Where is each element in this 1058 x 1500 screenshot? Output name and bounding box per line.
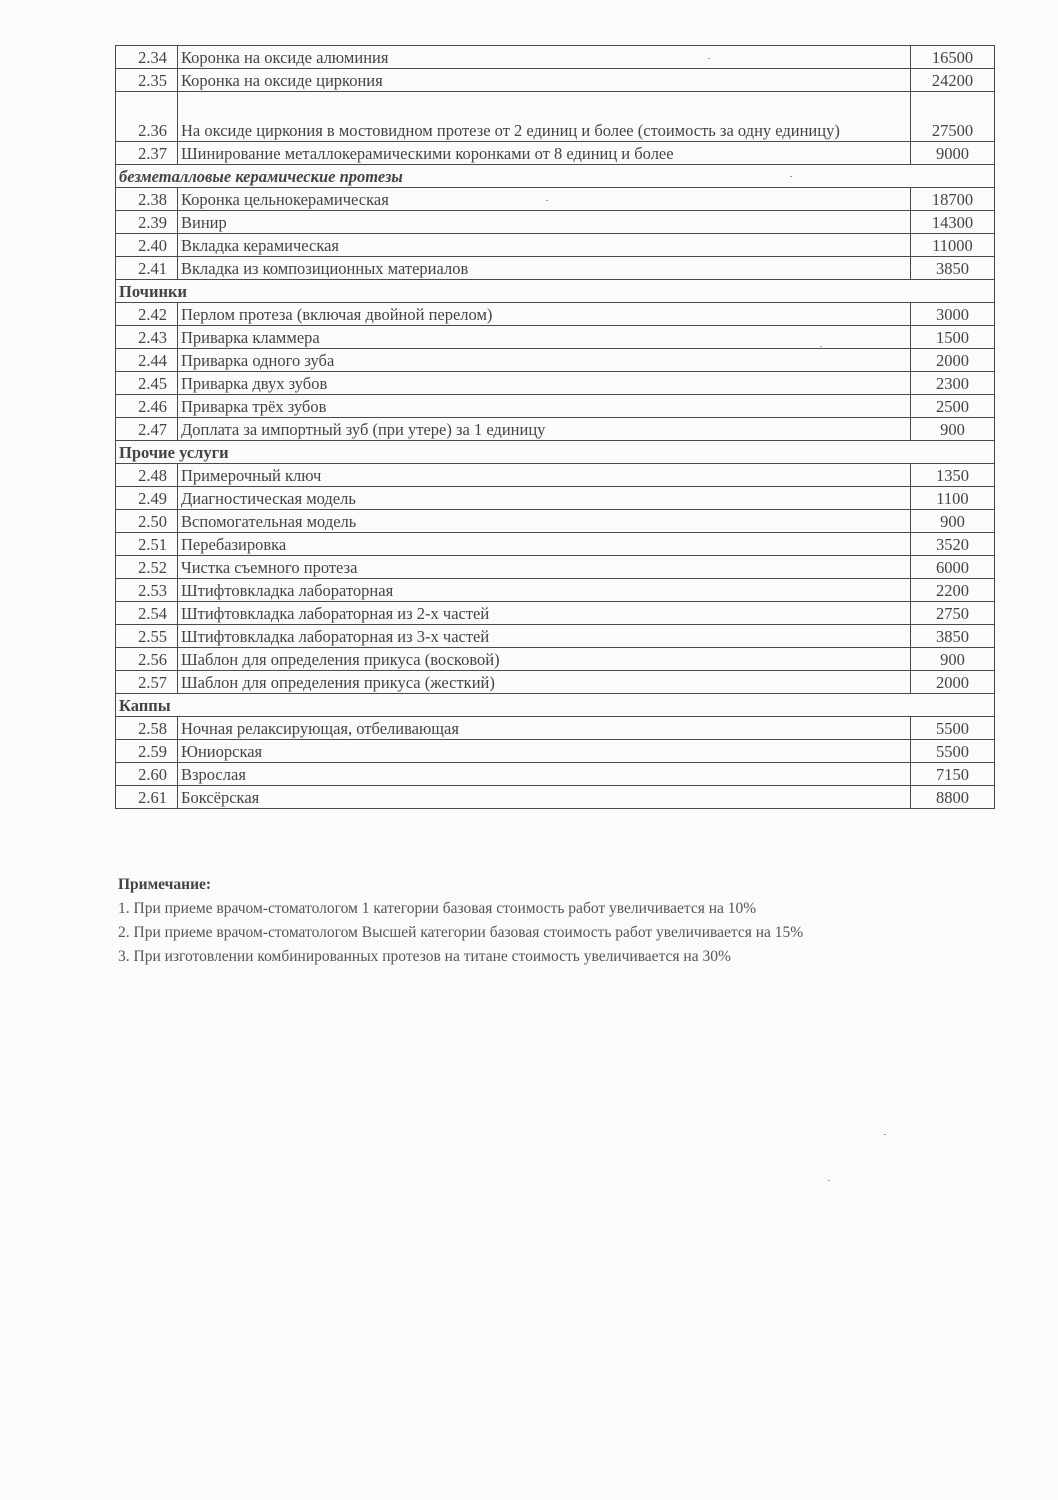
row-number: 2.46 — [116, 395, 178, 418]
row-number: 2.51 — [116, 533, 178, 556]
service-price: 1350 — [911, 464, 995, 487]
table-row — [116, 92, 995, 142]
section-header-row — [116, 694, 995, 717]
section-header-row — [116, 280, 995, 303]
service-name: Винир — [178, 211, 911, 234]
service-name: Шаблон для определения прикуса (жесткий) — [178, 671, 911, 694]
table-row — [116, 556, 995, 579]
service-price: 3000 — [911, 303, 995, 326]
service-name: Взрослая — [178, 763, 911, 786]
scan-speck — [790, 176, 792, 177]
scan-speck — [820, 346, 822, 347]
service-price: 2000 — [911, 671, 995, 694]
service-price: 2300 — [911, 372, 995, 395]
notes-title: Примечание: — [118, 876, 212, 893]
service-name: Приварка кламмера — [178, 326, 911, 349]
service-name: Чистка съемного протеза — [178, 556, 911, 579]
service-price: 24200 — [911, 69, 995, 92]
row-number: 2.38 — [116, 188, 178, 211]
row-number: 2.37 — [116, 142, 178, 165]
price-table-body — [116, 46, 995, 809]
section-title: Каппы — [116, 694, 995, 717]
row-number: 2.36 — [116, 92, 178, 142]
table-row — [116, 763, 995, 786]
table-row — [116, 46, 995, 69]
section-title: безметалловые керамические протезы — [116, 165, 995, 188]
service-price: 5500 — [911, 717, 995, 740]
service-name: Перлом протеза (включая двойной перелом) — [178, 303, 911, 326]
service-price: 9000 — [911, 142, 995, 165]
section-header-row — [116, 165, 995, 188]
service-price: 27500 — [911, 92, 995, 142]
table-row — [116, 648, 995, 671]
service-name: Вкладка из композиционных материалов — [178, 257, 911, 280]
service-price: 1500 — [911, 326, 995, 349]
row-number: 2.44 — [116, 349, 178, 372]
row-number: 2.35 — [116, 69, 178, 92]
section-title: Починки — [116, 280, 995, 303]
table-row — [116, 372, 995, 395]
row-number: 2.40 — [116, 234, 178, 257]
row-number: 2.56 — [116, 648, 178, 671]
service-price: 11000 — [911, 234, 995, 257]
row-number: 2.41 — [116, 257, 178, 280]
service-name: Шинирование металлокерамическими коронками от 8 единиц и более — [178, 142, 911, 165]
table-row — [116, 717, 995, 740]
service-price: 2200 — [911, 579, 995, 602]
service-price: 5500 — [911, 740, 995, 763]
table-row — [116, 464, 995, 487]
table-row — [116, 211, 995, 234]
row-number: 2.57 — [116, 671, 178, 694]
service-name: Юниорская — [178, 740, 911, 763]
table-row — [116, 418, 995, 441]
service-name: Приварка одного зуба — [178, 349, 911, 372]
row-number: 2.52 — [116, 556, 178, 579]
service-name: Коронка на оксиде циркония — [178, 69, 911, 92]
service-price: 900 — [911, 418, 995, 441]
table-row — [116, 579, 995, 602]
row-number: 2.48 — [116, 464, 178, 487]
service-name: Вкладка керамическая — [178, 234, 911, 257]
row-number: 2.54 — [116, 602, 178, 625]
service-price: 18700 — [911, 188, 995, 211]
table-row — [116, 602, 995, 625]
row-number: 2.60 — [116, 763, 178, 786]
scan-speck — [546, 200, 548, 201]
service-price: 2750 — [911, 602, 995, 625]
service-name: Вспомогательная модель — [178, 510, 911, 533]
row-number: 2.34 — [116, 46, 178, 69]
row-number: 2.61 — [116, 786, 178, 809]
table-row — [116, 625, 995, 648]
service-price: 900 — [911, 510, 995, 533]
service-name: Боксёрская — [178, 786, 911, 809]
service-name: Коронка цельнокерамическая — [178, 188, 911, 211]
service-name: Штифтовкладка лабораторная из 3-х частей — [178, 625, 911, 648]
service-name: Доплата за импортный зуб (при утере) за 1 единицу — [178, 418, 911, 441]
table-row — [116, 142, 995, 165]
table-row — [116, 740, 995, 763]
table-row — [116, 326, 995, 349]
table-row — [116, 487, 995, 510]
table-row — [116, 257, 995, 280]
section-title: Прочие услуги — [116, 441, 995, 464]
service-price: 1100 — [911, 487, 995, 510]
table-row — [116, 349, 995, 372]
note-item: 3. При изготовлении комбинированных протезов на титане стоимость увеличивается на 30% — [118, 948, 731, 965]
row-number: 2.55 — [116, 625, 178, 648]
service-price: 7150 — [911, 763, 995, 786]
service-price: 14300 — [911, 211, 995, 234]
scan-speck — [708, 58, 710, 59]
service-name: На оксиде циркония в мостовидном протезе от 2 единиц и более (стоимость за одну единицу) — [178, 92, 911, 142]
service-price: 2500 — [911, 395, 995, 418]
service-name: Коронка на оксиде алюминия — [178, 46, 911, 69]
table-row — [116, 671, 995, 694]
section-header-row — [116, 441, 995, 464]
row-number: 2.43 — [116, 326, 178, 349]
row-number: 2.42 — [116, 303, 178, 326]
service-name: Шаблон для определения прикуса (восковой) — [178, 648, 911, 671]
row-number: 2.58 — [116, 717, 178, 740]
service-name: Ночная релаксирующая, отбеливающая — [178, 717, 911, 740]
table-row — [116, 510, 995, 533]
service-name: Примерочный ключ — [178, 464, 911, 487]
row-number: 2.53 — [116, 579, 178, 602]
service-name: Штифтовкладка лабораторная — [178, 579, 911, 602]
table-row — [116, 395, 995, 418]
table-row — [116, 533, 995, 556]
notes-block — [118, 873, 998, 969]
service-name: Приварка трёх зубов — [178, 395, 911, 418]
service-price: 6000 — [911, 556, 995, 579]
row-number: 2.50 — [116, 510, 178, 533]
service-name: Перебазировка — [178, 533, 911, 556]
service-name: Диагностическая модель — [178, 487, 911, 510]
scan-speck — [884, 1134, 886, 1135]
service-price: 16500 — [911, 46, 995, 69]
note-item: 1. При приеме врачом-стоматологом 1 категории базовая стоимость работ увеличивается на 10% — [118, 900, 757, 917]
table-row — [116, 303, 995, 326]
row-number: 2.45 — [116, 372, 178, 395]
price-table — [115, 45, 995, 809]
service-name: Штифтовкладка лабораторная из 2-х частей — [178, 602, 911, 625]
service-name: Приварка двух зубов — [178, 372, 911, 395]
service-price: 3850 — [911, 257, 995, 280]
service-price: 3520 — [911, 533, 995, 556]
row-number: 2.39 — [116, 211, 178, 234]
table-row — [116, 234, 995, 257]
service-price: 2000 — [911, 349, 995, 372]
table-row — [116, 69, 995, 92]
table-row — [116, 786, 995, 809]
row-number: 2.47 — [116, 418, 178, 441]
row-number: 2.49 — [116, 487, 178, 510]
service-price: 900 — [911, 648, 995, 671]
row-number: 2.59 — [116, 740, 178, 763]
service-price: 8800 — [911, 786, 995, 809]
table-row — [116, 188, 995, 211]
scan-speck — [828, 1180, 830, 1181]
note-item: 2. При приеме врачом-стоматологом Высшей категории базовая стоимость работ увеличивается на 15% — [118, 924, 804, 941]
service-price: 3850 — [911, 625, 995, 648]
